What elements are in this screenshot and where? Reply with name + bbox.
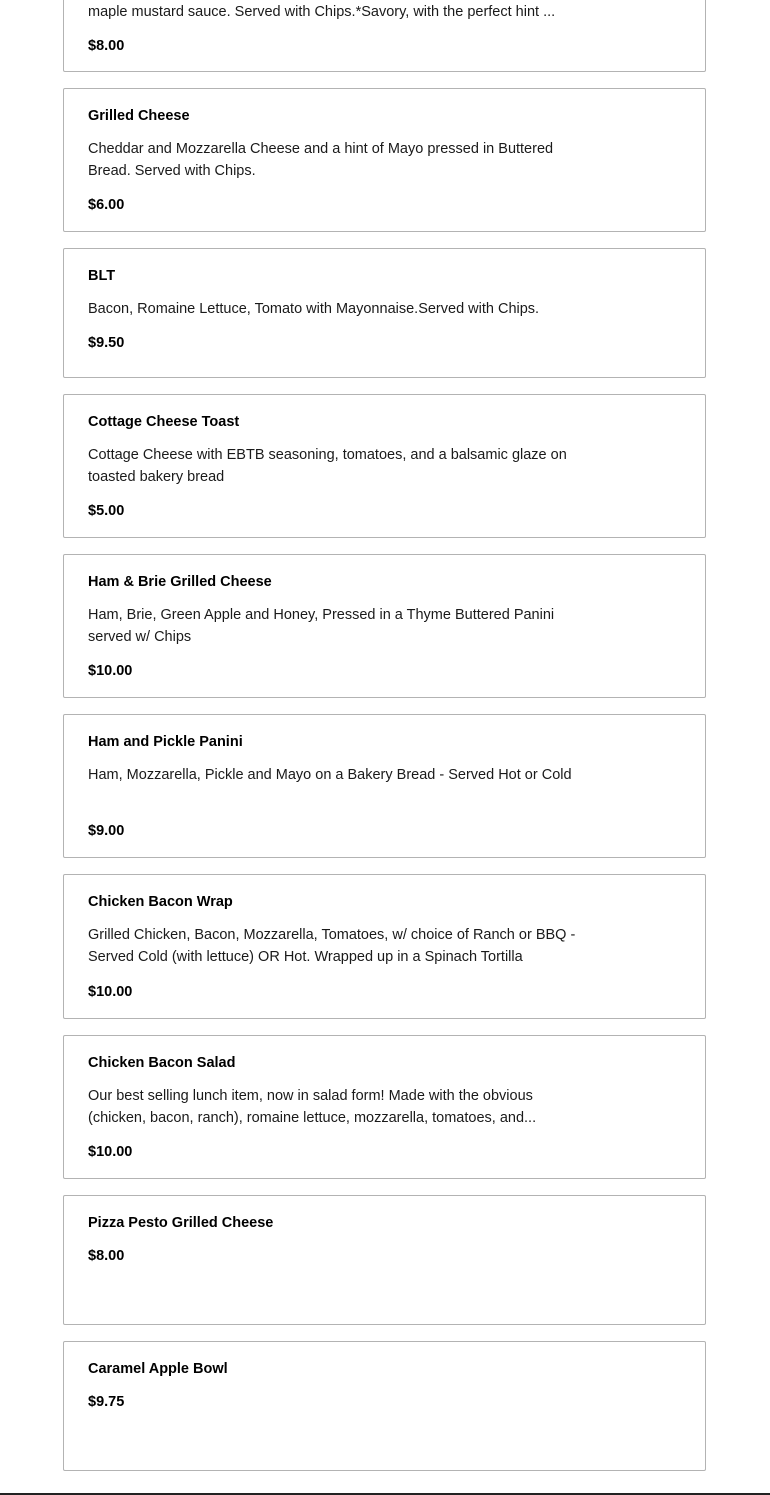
menu-item-card[interactable] xyxy=(63,714,706,858)
menu-item-card[interactable] xyxy=(63,0,706,72)
menu-item-card[interactable] xyxy=(63,88,706,232)
menu-item-price: $9.50 xyxy=(88,335,125,351)
menu-item-title: Caramel Apple Bowl xyxy=(88,1361,228,1377)
menu-item-description: Cheddar and Mozzarella Cheese and a hint of Mayo pressed in Buttered Bread. Served with Chips. xyxy=(88,141,554,179)
menu-item-card[interactable] xyxy=(63,874,706,1019)
menu-item-card[interactable] xyxy=(63,1195,706,1325)
menu-item-title: Ham and Pickle Panini xyxy=(88,734,243,750)
menu-item-title: Grilled Cheese xyxy=(88,108,190,124)
menu-item-description: Ham, Brie, Green Apple and Honey, Pressed in a Thyme Buttered Panini served w/ Chips xyxy=(88,607,555,645)
menu-item-price: $8.00 xyxy=(88,38,125,54)
menu-item-description: Grilled Chicken, Bacon, Mozzarella, Tomatoes, w/ choice of Ranch or BBQ - Served Cold (with lettuce) OR Hot. Wrapped up in a Spinach Tortilla xyxy=(88,927,576,965)
menu-item-title: Chicken Bacon Wrap xyxy=(88,894,233,910)
menu-item-card[interactable] xyxy=(63,394,706,538)
menu-item-card[interactable] xyxy=(63,1035,706,1179)
menu-item-price: $6.00 xyxy=(88,197,125,213)
menu-item-title: Cottage Cheese Toast xyxy=(88,414,240,430)
menu-item-description: Our best selling lunch item, now in salad form! Made with the obvious (chicken, bacon, ranch), romaine lettuce, mozzarella, tomatoes, and... xyxy=(88,1088,537,1126)
menu-item-price: $9.75 xyxy=(88,1394,125,1410)
menu-item-description: Ham, Mozzarella, Pickle and Mayo on a Bakery Bread - Served Hot or Cold xyxy=(88,767,572,783)
menu-item-price: $10.00 xyxy=(88,984,133,1000)
menu-item-price: $8.00 xyxy=(88,1248,125,1264)
menu-item-description: maple mustard sauce. Served with Chips.*Savory, with the perfect hint ... xyxy=(88,4,556,20)
menu-item-price: $10.00 xyxy=(88,1144,133,1160)
menu-item-price: $5.00 xyxy=(88,503,125,519)
menu-item-price: $10.00 xyxy=(88,663,133,679)
menu-item-title: Chicken Bacon Salad xyxy=(88,1055,236,1071)
menu-item-title: Pizza Pesto Grilled Cheese xyxy=(88,1215,274,1231)
menu-item-description: Bacon, Romaine Lettuce, Tomato with Mayonnaise.Served with Chips. xyxy=(88,301,540,317)
menu-item-title: Ham & Brie Grilled Cheese xyxy=(88,574,272,590)
menu-item-price: $9.00 xyxy=(88,823,125,839)
menu-item-card[interactable] xyxy=(63,554,706,698)
menu-item-card[interactable] xyxy=(63,1341,706,1471)
menu-item-description: Cottage Cheese with EBTB seasoning, tomatoes, and a balsamic glaze on toasted bakery bread xyxy=(88,447,567,485)
menu-item-title: BLT xyxy=(88,268,116,284)
menu-item-card[interactable] xyxy=(63,248,706,378)
